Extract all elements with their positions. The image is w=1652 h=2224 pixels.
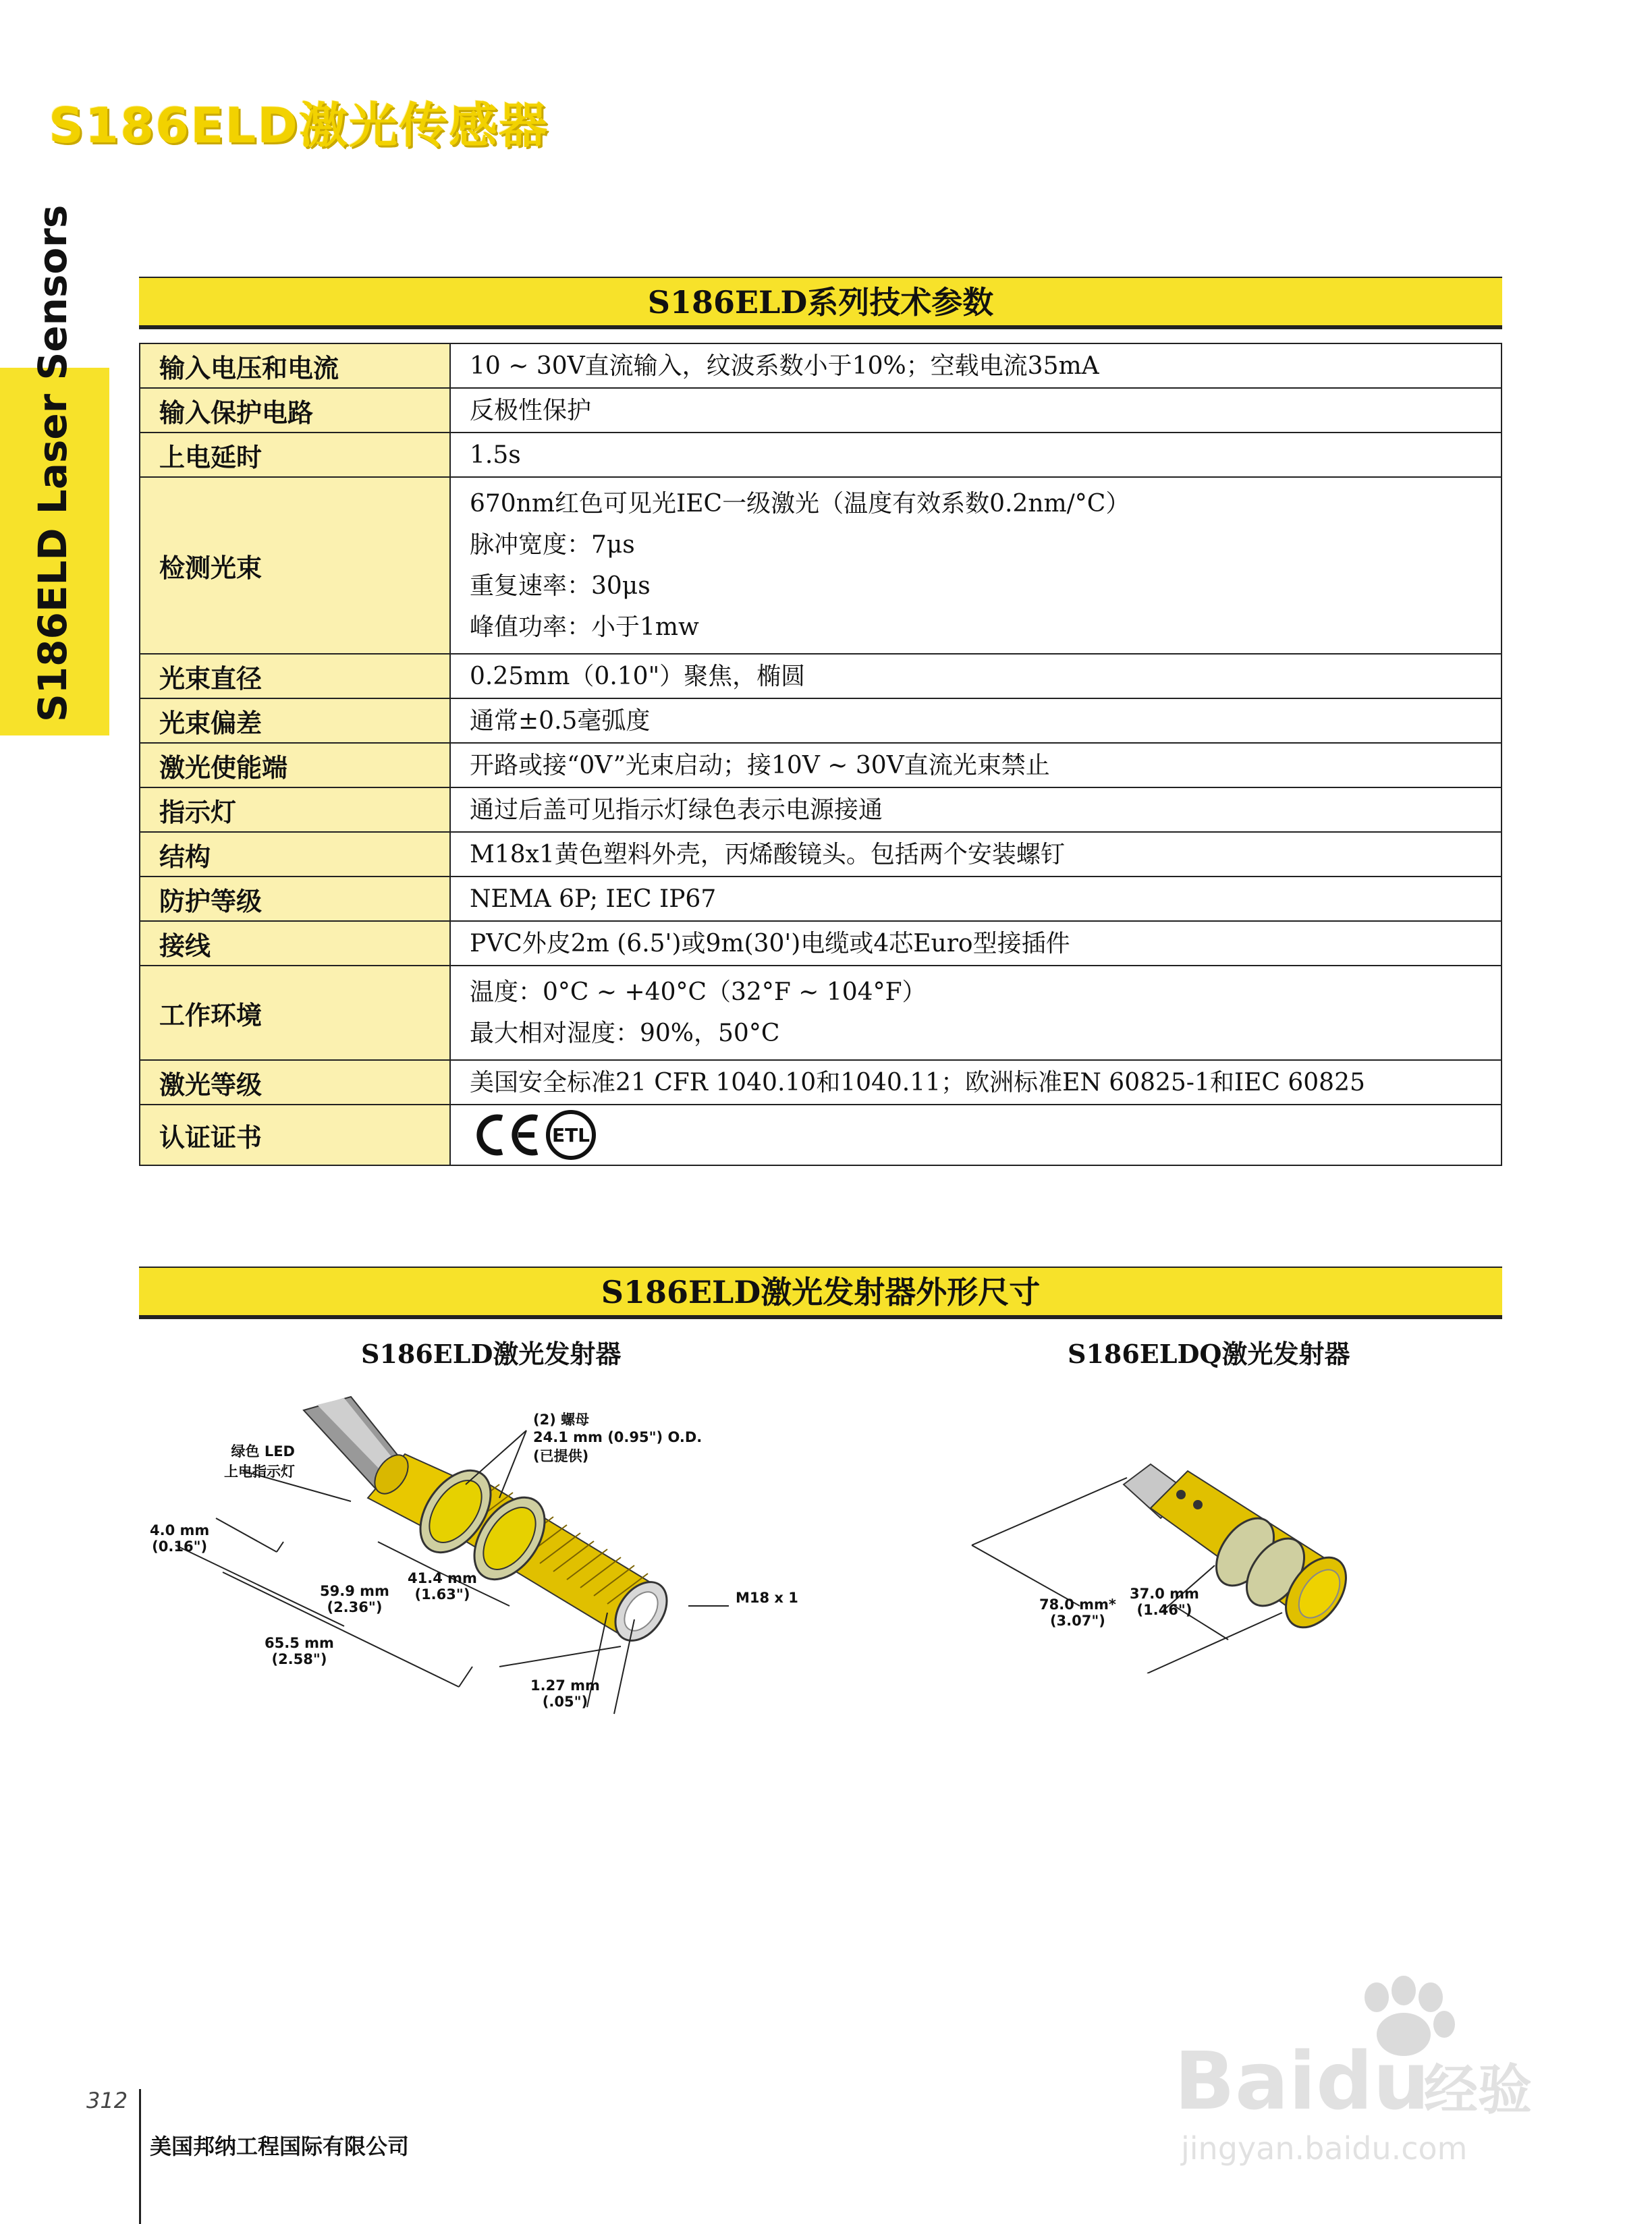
spec-key: 输入保护电路 (140, 388, 450, 433)
spec-row (140, 921, 1502, 966)
spec-value (450, 388, 1502, 433)
footer-divider (139, 2089, 141, 2224)
spec-value (450, 698, 1502, 743)
spec-value-line: 通常±0.5毫弧度 (470, 706, 651, 735)
spec-value-line: 开路或接“0V”光束启动；接10V ~ 30V直流光束禁止 (470, 751, 1050, 779)
spec-value-line: 670nm红色可见光IEC一级激光（温度有效系数0.2nm/°C） (470, 490, 1130, 518)
spec-value-line: 0.25mm（0.10"）聚焦，椭圆 (470, 662, 806, 690)
spec-row (140, 388, 1502, 433)
etl-mark-icon (544, 1108, 598, 1162)
baidu-watermark (1174, 1970, 1552, 2173)
right-drawing-caption: S186ELDQ激光发射器 (1068, 1339, 1350, 1369)
spec-value (450, 877, 1502, 921)
dim-4-0: 4.0 mm (0.16") (150, 1522, 210, 1555)
spec-key: 指示灯 (140, 787, 450, 832)
spec-table (139, 343, 1502, 1166)
spec-row (140, 343, 1502, 388)
spec-section-header: S186ELD系列技术参数 (139, 277, 1502, 329)
spec-value-line: 脉冲宽度：7μs (470, 531, 635, 559)
dim-65-5: 65.5 mm (2.58") (265, 1635, 334, 1667)
spec-row-cert (140, 1105, 1502, 1165)
spec-row (140, 877, 1502, 921)
spec-row (140, 654, 1502, 698)
spec-value-line: 通过后盖可见指示灯绿色表示电源接通 (470, 796, 883, 824)
spec-key: 防护等级 (140, 877, 450, 921)
spec-value-line: 10 ~ 30V直流输入，纹波系数小于10%；空载电流35mA (470, 352, 1099, 380)
page-title: S186ELD激光传感器 (49, 97, 549, 154)
spec-row (140, 698, 1502, 743)
dim-1-27: 1.27 mm (.05") (530, 1677, 600, 1710)
spec-key: 光束直径 (140, 654, 450, 698)
watermark-brand-cn: 经验 (1424, 2059, 1532, 2121)
spec-value (450, 787, 1502, 832)
dimension-section-header: S186ELD激光发射器外形尺寸 (139, 1267, 1502, 1319)
spec-value (450, 477, 1502, 654)
spec-value (450, 921, 1502, 966)
nut-label: (2) 螺母 24.1 mm (0.95") O.D. (已提供) (533, 1412, 703, 1464)
spec-key: 上电延时 (140, 433, 450, 477)
spec-value (450, 966, 1502, 1060)
spec-key: 激光等级 (140, 1060, 450, 1105)
dim-59-9: 59.9 mm (2.36") (320, 1583, 389, 1615)
spec-row (140, 743, 1502, 787)
cert-marks (450, 1105, 1502, 1165)
thread-label: M18 x 1 (736, 1590, 798, 1606)
spec-value-line: PVC外皮2m (6.5')或9m(30')电缆或4芯Euro型接插件 (470, 929, 1070, 957)
spec-value (450, 743, 1502, 787)
watermark-brand: Baidu (1174, 2034, 1430, 2128)
spec-value-line: 重复速率：30μs (470, 572, 651, 600)
side-tab-label: S186ELD Laser Sensors (30, 204, 76, 722)
footer-company: 美国邦纳工程国际有限公司 (150, 2134, 410, 2159)
spec-value (450, 654, 1502, 698)
spec-key: 接线 (140, 921, 450, 966)
spec-value (450, 343, 1502, 388)
spec-row (140, 477, 1502, 654)
dim-37-0: 37.0 mm (1.46") (1130, 1586, 1199, 1618)
dim-41-4: 41.4 mm (1.63") (408, 1570, 477, 1603)
spec-key: 光束偏差 (140, 698, 450, 743)
spec-row (140, 1060, 1502, 1105)
spec-value-line: NEMA 6P; IEC IP67 (470, 885, 717, 913)
spec-key: 输入电压和电流 (140, 343, 450, 388)
svg-text:ETL: ETL (551, 1124, 590, 1146)
spec-value-line: 峰值功率：小于1mw (470, 613, 699, 641)
s186eldq-dimension-drawing (958, 1444, 1390, 1673)
spec-value-line: 美国安全标准21 CFR 1040.10和1040.11；欧洲标准EN 60825-1和IEC 60825 (470, 1068, 1365, 1096)
spec-key: 工作环境 (140, 966, 450, 1060)
left-drawing-caption: S186ELD激光发射器 (361, 1339, 622, 1369)
sensor-body-icon (368, 1449, 678, 1650)
spec-value-line: 温度：0°C ~ +40°C（32°F ~ 104°F） (470, 978, 927, 1006)
spec-row (140, 433, 1502, 477)
ce-mark-icon (470, 1111, 544, 1159)
spec-value (450, 1060, 1502, 1105)
spec-value-line: 最大相对湿度：90%，50°C (470, 1020, 780, 1047)
spec-key: 激光使能端 (140, 743, 450, 787)
spec-key: 认证证书 (140, 1105, 450, 1165)
dim-78-0: 78.0 mm* (3.07") (1039, 1596, 1116, 1629)
spec-value-line: 1.5s (470, 441, 521, 469)
spec-row (140, 832, 1502, 877)
watermark-url: jingyan.baidu.com (1181, 2130, 1468, 2167)
spec-value (450, 832, 1502, 877)
spec-value-line: M18x1黄色塑料外壳，丙烯酸镜头。包括两个安装螺钉 (470, 840, 1065, 868)
spec-value-line: 反极性保护 (470, 396, 592, 424)
spec-row (140, 787, 1502, 832)
led-label: 绿色 LED 上电指示灯 (224, 1443, 295, 1480)
spec-key: 检测光束 (140, 477, 450, 654)
page-number: 312 (86, 2088, 128, 2113)
spec-row (140, 966, 1502, 1060)
spec-value (450, 433, 1502, 477)
spec-key: 结构 (140, 832, 450, 877)
